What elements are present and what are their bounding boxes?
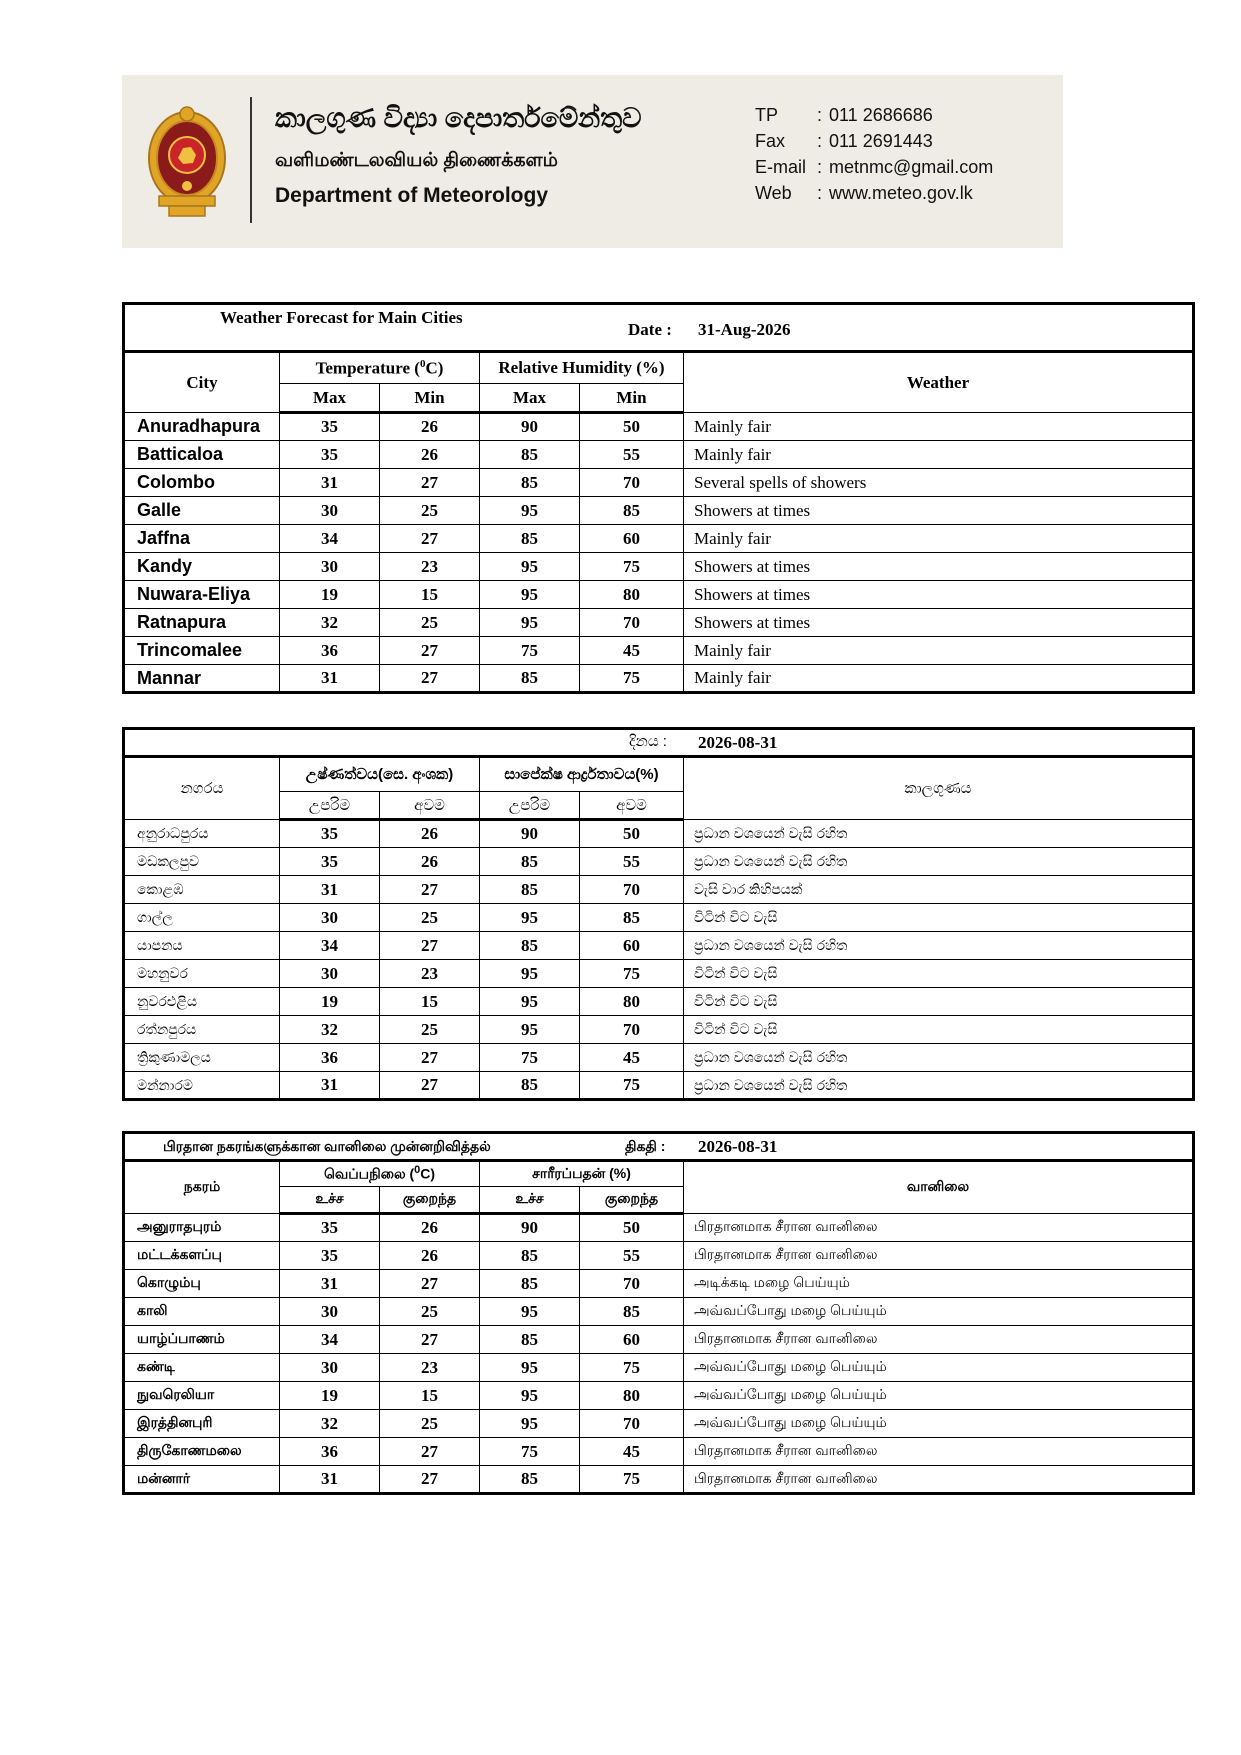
humidity-max-cell: 95 [480, 609, 580, 637]
temp-min-cell: 27 [380, 1326, 480, 1354]
weather-cell: ප්‍රධාන වශයෙන් වැසි රහිත [684, 1072, 1194, 1100]
temp-unit: C) [425, 358, 444, 378]
city-cell: Galle [124, 497, 280, 525]
temp-max-cell: 30 [280, 960, 380, 988]
contact-label: Fax [755, 131, 786, 151]
humidity-max-cell: 95 [480, 581, 580, 609]
humidity-max-cell: 90 [480, 1214, 580, 1242]
weather-cell: Mainly fair [684, 637, 1194, 665]
humidity-min-cell: 45 [580, 637, 684, 665]
city-cell: கண்டி [124, 1354, 280, 1382]
weather-cell: Mainly fair [684, 665, 1194, 693]
city-cell: இரத்தினபுரி [124, 1410, 280, 1438]
table-row [124, 960, 1194, 988]
col-header-temp-max: උපරිම [280, 792, 380, 820]
table-row [124, 1242, 1194, 1270]
humidity-max-cell: 85 [480, 932, 580, 960]
forecast-table-sinhala [122, 727, 1195, 1101]
humidity-min-cell: 60 [580, 1326, 684, 1354]
weather-cell: Mainly fair [684, 525, 1194, 553]
humidity-max-cell: 85 [480, 1326, 580, 1354]
date-label: දිනය : [629, 733, 667, 750]
table-row [124, 1214, 1194, 1242]
weather-cell: Showers at times [684, 497, 1194, 525]
temp-max-cell: 19 [280, 581, 380, 609]
temp-min-cell: 23 [380, 960, 480, 988]
humidity-min-cell: 70 [580, 1410, 684, 1438]
letterhead-banner [122, 75, 1063, 248]
table-row [124, 1410, 1194, 1438]
weather-cell: Showers at times [684, 581, 1194, 609]
temp-min-cell: 25 [380, 609, 480, 637]
temp-min-cell: 25 [380, 1298, 480, 1326]
contact-separator: : [817, 157, 823, 177]
temp-max-cell: 19 [280, 988, 380, 1016]
weather-cell: பிரதானமாக சீரான வானிலை [684, 1466, 1194, 1494]
weather-cell: Showers at times [684, 609, 1194, 637]
humidity-min-cell: 55 [580, 441, 684, 469]
col-header-hum-max: උපරිම [480, 792, 580, 820]
temp-max-cell: 19 [280, 1382, 380, 1410]
temp-max-cell: 30 [280, 1298, 380, 1326]
humidity-min-cell: 45 [580, 1438, 684, 1466]
table-row [124, 1326, 1194, 1354]
temp-max-cell: 31 [280, 469, 380, 497]
date-value: 2026-08-31 [698, 1137, 778, 1156]
weather-cell: Mainly fair [684, 441, 1194, 469]
humidity-min-cell: 75 [580, 665, 684, 693]
contact-fax [755, 131, 993, 157]
humidity-min-cell: 50 [580, 1214, 684, 1242]
temp-min-cell: 26 [380, 441, 480, 469]
weather-cell: විටින් විට වැසි [684, 988, 1194, 1016]
col-header-hum-min: குறைந்த [580, 1187, 684, 1214]
temp-max-cell: 35 [280, 848, 380, 876]
table-row [124, 1438, 1194, 1466]
humidity-max-cell: 95 [480, 904, 580, 932]
table-row [124, 441, 1194, 469]
contact-label: Web [755, 183, 792, 203]
contact-phone [755, 105, 993, 131]
table-row [124, 609, 1194, 637]
weather-cell: ප්‍රධාන වශයෙන් වැසි රහිත [684, 820, 1194, 848]
temp-min-cell: 23 [380, 553, 480, 581]
humidity-min-cell: 70 [580, 876, 684, 904]
col-header-hum-min: Min [580, 384, 684, 413]
weather-cell: ප්‍රධාන වශයෙන් වැසි රහිත [684, 1044, 1194, 1072]
contact-web [755, 183, 993, 209]
city-cell: යාපනය [124, 932, 280, 960]
city-cell: ත්‍රිකුණාමලය [124, 1044, 280, 1072]
humidity-min-cell: 75 [580, 553, 684, 581]
city-cell: Nuwara-Eliya [124, 581, 280, 609]
humidity-min-cell: 80 [580, 581, 684, 609]
humidity-min-cell: 85 [580, 1298, 684, 1326]
banner-divider [250, 97, 252, 223]
table-row [124, 1270, 1194, 1298]
humidity-min-cell: 50 [580, 820, 684, 848]
temp-min-cell: 25 [380, 904, 480, 932]
col-header-hum-min: අවම [580, 792, 684, 820]
city-cell: நுவரெலியா [124, 1382, 280, 1410]
city-cell: மன்னார் [124, 1466, 280, 1494]
temp-max-cell: 32 [280, 1410, 380, 1438]
table-title: பிரதான நகரங்களுக்கான வானிலை முன்னறிவித்தல் [163, 1138, 491, 1154]
humidity-max-cell: 85 [480, 876, 580, 904]
col-header-temp-max: Max [280, 384, 380, 413]
table-row [124, 1044, 1194, 1072]
contact-value: 011 2686686 [829, 105, 933, 125]
table-row [124, 848, 1194, 876]
temp-min-cell: 27 [380, 876, 480, 904]
temp-max-cell: 36 [280, 637, 380, 665]
org-name-english: Department of Meteorology [275, 184, 549, 207]
weather-cell: විටින් විට වැසි [684, 960, 1194, 988]
humidity-max-cell: 85 [480, 1466, 580, 1494]
city-cell: Mannar [124, 665, 280, 693]
humidity-max-cell: 95 [480, 988, 580, 1016]
humidity-min-cell: 85 [580, 904, 684, 932]
table-row [124, 413, 1194, 441]
humidity-min-cell: 60 [580, 525, 684, 553]
table-row [124, 1016, 1194, 1044]
temp-min-cell: 27 [380, 637, 480, 665]
col-header-city: නගරය [124, 757, 280, 820]
table-title: Weather Forecast for Main Cities [220, 308, 463, 327]
humidity-max-cell: 75 [480, 1438, 580, 1466]
col-header-weather: வானிலை [684, 1161, 1194, 1214]
temp-max-cell: 35 [280, 820, 380, 848]
temp-max-cell: 31 [280, 665, 380, 693]
temp-max-cell: 32 [280, 1016, 380, 1044]
weather-cell: பிரதானமாக சீரான வானிலை [684, 1326, 1194, 1354]
temp-max-cell: 31 [280, 1466, 380, 1494]
humidity-min-cell: 80 [580, 1382, 684, 1410]
temp-max-cell: 30 [280, 1354, 380, 1382]
temp-min-cell: 27 [380, 1270, 480, 1298]
temp-min-cell: 26 [380, 1214, 480, 1242]
city-cell: அனுராதபுரம் [124, 1214, 280, 1242]
table-row [124, 876, 1194, 904]
temp-max-cell: 34 [280, 525, 380, 553]
contact-separator: : [817, 131, 823, 151]
weather-cell: பிரதானமாக சீரான வானிலை [684, 1438, 1194, 1466]
col-header-weather: කාලගුණය [684, 757, 1194, 820]
humidity-min-cell: 75 [580, 960, 684, 988]
weather-cell: විටින් විට වැසි [684, 904, 1194, 932]
temp-min-cell: 15 [380, 988, 480, 1016]
temp-max-cell: 34 [280, 1326, 380, 1354]
humidity-min-cell: 70 [580, 1016, 684, 1044]
weather-cell: அவ்வப்போது மழை பெய்யும் [684, 1410, 1194, 1438]
humidity-max-cell: 95 [480, 1382, 580, 1410]
temp-min-cell: 27 [380, 525, 480, 553]
temp-min-cell: 27 [380, 932, 480, 960]
contact-separator: : [817, 105, 823, 125]
col-header-city: நகரம் [124, 1161, 280, 1214]
col-header-hum-max: உச்ச [480, 1187, 580, 1214]
city-cell: රත්නපුරය [124, 1016, 280, 1044]
table-row [124, 497, 1194, 525]
temp-max-cell: 35 [280, 1242, 380, 1270]
table-row [124, 665, 1194, 693]
weather-cell: ප්‍රධාන වශයෙන් වැසි රහිත [684, 932, 1194, 960]
col-header-humidity: සාපේක්ෂ ආර්ද්‍රතාවය(%) [480, 757, 684, 792]
humidity-min-cell: 75 [580, 1072, 684, 1100]
table-row [124, 1466, 1194, 1494]
weather-cell: Mainly fair [684, 413, 1194, 441]
col-header-temp-min: අවම [380, 792, 480, 820]
city-cell: ගාල්ල [124, 904, 280, 932]
temp-min-cell: 26 [380, 848, 480, 876]
col-header-temp-max: உச்ச [280, 1187, 380, 1214]
contact-label: E-mail [755, 157, 807, 177]
table-row [124, 1298, 1194, 1326]
temp-unit: C) [420, 1165, 436, 1182]
humidity-max-cell: 85 [480, 469, 580, 497]
humidity-min-cell: 85 [580, 497, 684, 525]
temp-max-cell: 35 [280, 1214, 380, 1242]
table-title-row [124, 304, 1194, 352]
col-header-city: City [124, 352, 280, 413]
temp-label: வெப்பநிலை ( [323, 1165, 415, 1182]
humidity-min-cell: 80 [580, 988, 684, 1016]
contact-value: 011 2691443 [829, 131, 933, 151]
temp-min-cell: 27 [380, 469, 480, 497]
col-header-temp-min: Min [380, 384, 480, 413]
city-cell: Jaffna [124, 525, 280, 553]
city-cell: මහනුවර [124, 960, 280, 988]
city-cell: නුවරඑළිය [124, 988, 280, 1016]
contact-label: TP [755, 105, 779, 125]
humidity-min-cell: 55 [580, 848, 684, 876]
humidity-max-cell: 85 [480, 525, 580, 553]
weather-cell: විටින් විට වැසි [684, 1016, 1194, 1044]
temp-min-cell: 27 [380, 1072, 480, 1100]
humidity-max-cell: 85 [480, 848, 580, 876]
humidity-min-cell: 70 [580, 1270, 684, 1298]
weather-cell: பிரதானமாக சீரான வானிலை [684, 1214, 1194, 1242]
temp-min-cell: 26 [380, 1242, 480, 1270]
city-cell: මඩකලපුව [124, 848, 280, 876]
weather-cell: அவ்வப்போது மழை பெய்யும் [684, 1298, 1194, 1326]
city-cell: අනුරාධපුරය [124, 820, 280, 848]
humidity-max-cell: 95 [480, 1298, 580, 1326]
humidity-max-cell: 85 [480, 1242, 580, 1270]
date-label: Date : [628, 320, 672, 339]
weather-cell: பிரதானமாக சீரான வானிலை [684, 1242, 1194, 1270]
city-cell: Trincomalee [124, 637, 280, 665]
humidity-min-cell: 45 [580, 1044, 684, 1072]
temp-max-cell: 30 [280, 904, 380, 932]
date-value: 31-Aug-2026 [698, 320, 791, 339]
temp-max-cell: 35 [280, 441, 380, 469]
col-header-humidity: சாரீரப்பதன் (%) [480, 1161, 684, 1187]
city-cell: Kandy [124, 553, 280, 581]
city-cell: Colombo [124, 469, 280, 497]
temp-min-cell: 27 [380, 1438, 480, 1466]
table-row [124, 637, 1194, 665]
degree-sup: 0 [419, 357, 426, 370]
temp-min-cell: 25 [380, 1410, 480, 1438]
humidity-max-cell: 90 [480, 820, 580, 848]
temp-max-cell: 35 [280, 413, 380, 441]
humidity-max-cell: 95 [480, 497, 580, 525]
date-value: 2026-08-31 [698, 733, 778, 752]
col-header-weather: Weather [684, 352, 1194, 413]
humidity-min-cell: 50 [580, 413, 684, 441]
temp-max-cell: 36 [280, 1438, 380, 1466]
humidity-min-cell: 70 [580, 609, 684, 637]
humidity-max-cell: 85 [480, 1270, 580, 1298]
contact-separator: : [817, 183, 823, 203]
col-header-humidity: Relative Humidity (%) [480, 352, 684, 384]
humidity-min-cell: 70 [580, 469, 684, 497]
humidity-max-cell: 85 [480, 441, 580, 469]
city-cell: මන්නාරම [124, 1072, 280, 1100]
temp-min-cell: 15 [380, 581, 480, 609]
city-cell: Anuradhapura [124, 413, 280, 441]
humidity-max-cell: 95 [480, 1016, 580, 1044]
col-header-temperature: උෂ්ණත්වය(සෙ. අංශක) [280, 757, 480, 792]
weather-cell: அவ்வப்போது மழை பெய்யும் [684, 1382, 1194, 1410]
table-row [124, 820, 1194, 848]
org-name-tamil: வளிமண்டலவியல் திணைக்களம் [275, 150, 558, 171]
humidity-min-cell: 75 [580, 1466, 684, 1494]
humidity-min-cell: 75 [580, 1354, 684, 1382]
city-cell: Batticaloa [124, 441, 280, 469]
temp-min-cell: 23 [380, 1354, 480, 1382]
humidity-min-cell: 55 [580, 1242, 684, 1270]
table-row [124, 1354, 1194, 1382]
table-row [124, 1382, 1194, 1410]
humidity-max-cell: 75 [480, 1044, 580, 1072]
table-row [124, 581, 1194, 609]
contact-email [755, 157, 993, 183]
humidity-max-cell: 85 [480, 665, 580, 693]
city-cell: Ratnapura [124, 609, 280, 637]
humidity-max-cell: 95 [480, 1354, 580, 1382]
weather-cell: වැසි වාර කිහිපයක් [684, 876, 1194, 904]
temp-label: Temperature ( [315, 358, 420, 378]
humidity-max-cell: 75 [480, 637, 580, 665]
temp-max-cell: 30 [280, 553, 380, 581]
humidity-min-cell: 60 [580, 932, 684, 960]
forecast-table-tamil [122, 1131, 1195, 1495]
temp-min-cell: 26 [380, 413, 480, 441]
degree-sup: 0 [414, 1163, 421, 1176]
weather-cell: ප්‍රධාන වශයෙන් වැසි රහිත [684, 848, 1194, 876]
humidity-max-cell: 95 [480, 553, 580, 581]
humidity-max-cell: 95 [480, 1410, 580, 1438]
weather-cell: Several spells of showers [684, 469, 1194, 497]
table-title-row [124, 729, 1194, 757]
humidity-max-cell: 90 [480, 413, 580, 441]
contact-value: metnmc@gmail.com [829, 157, 994, 177]
temp-min-cell: 26 [380, 820, 480, 848]
table-row [124, 525, 1194, 553]
temp-max-cell: 34 [280, 932, 380, 960]
contact-value: www.meteo.gov.lk [829, 183, 973, 203]
forecast-table-english [122, 302, 1195, 694]
temp-max-cell: 31 [280, 1270, 380, 1298]
table-row [124, 1072, 1194, 1100]
temp-max-cell: 36 [280, 1044, 380, 1072]
city-cell: கொழும்பு [124, 1270, 280, 1298]
date-label: திகதி : [625, 1138, 666, 1154]
city-cell: திருகோணமலை [124, 1438, 280, 1466]
temp-min-cell: 25 [380, 1016, 480, 1044]
city-cell: யாழ்ப்பாணம் [124, 1326, 280, 1354]
table-row [124, 553, 1194, 581]
table-row [124, 469, 1194, 497]
table-row [124, 904, 1194, 932]
temp-min-cell: 27 [380, 1044, 480, 1072]
humidity-max-cell: 85 [480, 1072, 580, 1100]
col-header-temperature [280, 352, 480, 384]
contact-details [755, 105, 993, 209]
table-title-row [124, 1133, 1194, 1161]
humidity-max-cell: 95 [480, 960, 580, 988]
org-name-sinhala: කාලගුණ විද්‍යා දෙපාර්තමේන්තුව [275, 103, 642, 133]
weather-cell: அவ்வப்போது மழை பெய்யும் [684, 1354, 1194, 1382]
weather-cell: அடிக்கடி மழை பெய்யும் [684, 1270, 1194, 1298]
temp-min-cell: 15 [380, 1382, 480, 1410]
temp-min-cell: 27 [380, 1466, 480, 1494]
temp-min-cell: 25 [380, 497, 480, 525]
table-row [124, 932, 1194, 960]
table-row [124, 988, 1194, 1016]
city-cell: කොළඹ [124, 876, 280, 904]
sri-lanka-emblem-icon [145, 100, 229, 220]
temp-min-cell: 27 [380, 665, 480, 693]
temp-max-cell: 31 [280, 1072, 380, 1100]
city-cell: காலி [124, 1298, 280, 1326]
temp-max-cell: 32 [280, 609, 380, 637]
temp-max-cell: 30 [280, 497, 380, 525]
weather-cell: Showers at times [684, 553, 1194, 581]
col-header-temperature [280, 1161, 480, 1187]
col-header-hum-max: Max [480, 384, 580, 413]
col-header-temp-min: குறைந்த [380, 1187, 480, 1214]
city-cell: மட்டக்களப்பு [124, 1242, 280, 1270]
temp-max-cell: 31 [280, 876, 380, 904]
